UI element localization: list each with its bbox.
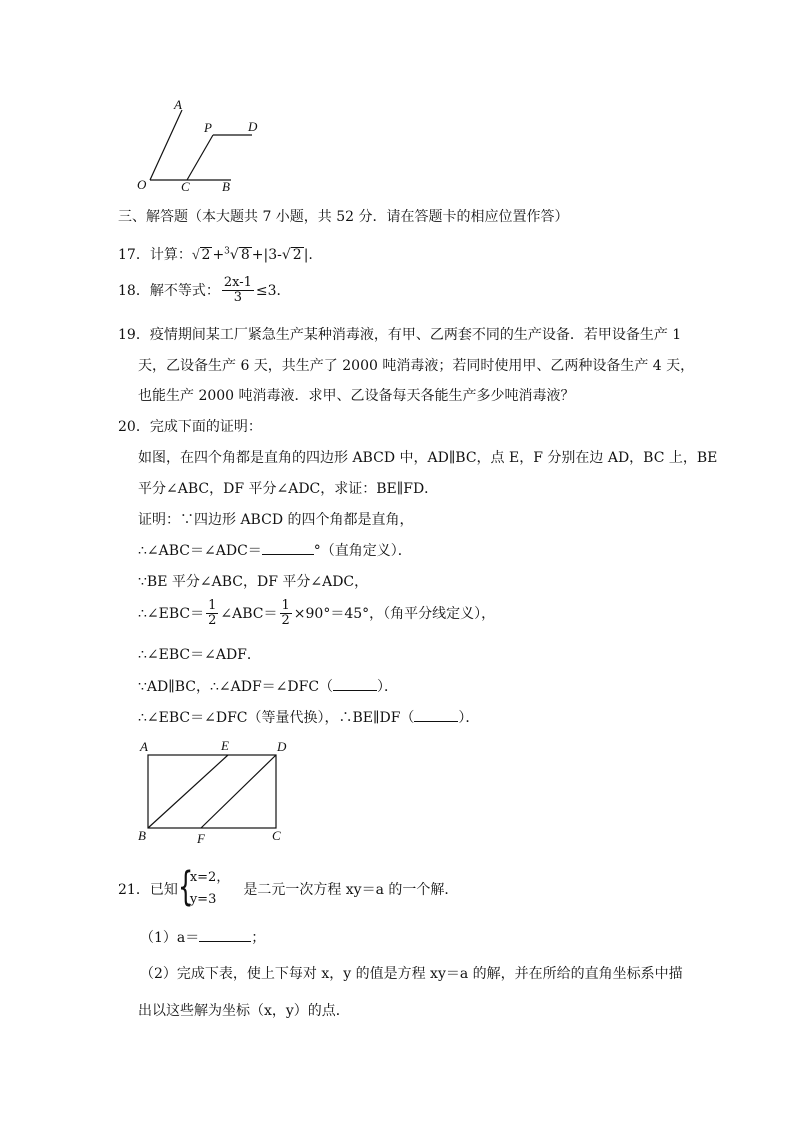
q20-line-9 xyxy=(138,707,479,727)
q18-prefix: 解不等式： xyxy=(149,282,220,299)
question-19-line1 xyxy=(118,324,681,344)
q20-l6-end: ×90°＝45°，（角平分线定义）， xyxy=(293,605,496,622)
label-D: D xyxy=(248,119,258,134)
q20-half-2 xyxy=(280,599,292,629)
rect-label-F: F xyxy=(197,831,205,846)
figure-parallel-lines-svg xyxy=(130,95,270,195)
q21-equation-system xyxy=(177,864,230,911)
q18-numerator: 2x-1 xyxy=(223,275,252,290)
q18-denominator: 3 xyxy=(233,290,242,306)
label-O: O xyxy=(137,177,147,192)
q17-end: |. xyxy=(303,247,313,263)
rect-label-C: C xyxy=(272,828,281,843)
q17-sqrt2b: 2 xyxy=(292,247,302,263)
q21-blank-a[interactable] xyxy=(199,929,251,942)
label-C: C xyxy=(181,179,190,194)
q20-half-1 xyxy=(206,599,218,629)
half-den-1: 2 xyxy=(208,613,217,629)
q18-fraction xyxy=(222,276,254,306)
figure-parallel-lines xyxy=(130,95,270,195)
q20-l8-text: ∵AD∥BC，∴∠ADF＝∠DFC（ xyxy=(138,679,334,695)
figure-rectangle-svg xyxy=(135,738,295,848)
label-A: A xyxy=(174,97,182,112)
q18-rel: ≤3． xyxy=(255,282,291,299)
q17-sqrt2: 2 xyxy=(201,247,211,263)
q19-text-3: 也能生产 2000 吨消毒液．求甲、乙设备每天各能生产多少吨消毒液？ xyxy=(138,388,575,404)
q20-l9-text: ∴∠EBC＝∠DFC（等量代换），∴BE∥DF（ xyxy=(138,710,415,726)
question-20-title xyxy=(118,416,262,436)
q20-l4-text: ∴∠ABC＝∠ADC＝ xyxy=(138,543,262,559)
label-P: P xyxy=(204,120,212,135)
q20-line-1: 如图，在四个角都是直角的四边形 ABCD 中，AD∥BC，点 E，F 分别在边 AD，BC 上，BE xyxy=(138,450,718,466)
q20-blank-reason-2[interactable] xyxy=(414,709,458,722)
q21-pre: 已知 xyxy=(149,882,178,898)
q20-line-7: ∴∠EBC＝∠ADF． xyxy=(138,647,261,663)
q20-l9-tail: ）． xyxy=(458,710,480,726)
q20-line-4 xyxy=(138,540,412,560)
q21-eq1: x=2， xyxy=(189,870,230,885)
question-21 xyxy=(118,865,458,913)
q20-blank-degree[interactable] xyxy=(262,542,314,555)
q20-number: 20． xyxy=(118,419,150,435)
rect-label-D: D xyxy=(277,739,287,754)
q20-line-5: ∵BE 平分∠ABC，DF 平分∠ADC， xyxy=(138,574,369,590)
q21-post: 是二元一次方程 xy＝a 的一个解． xyxy=(243,882,459,898)
q17-cube-radicand: 8 xyxy=(240,247,250,263)
question-18 xyxy=(118,276,291,306)
q21-p1-tail: ； xyxy=(251,930,266,946)
q21-part-2-line2: 出以这些解为坐标（x，y）的点． xyxy=(138,1003,350,1019)
rect-label-E: E xyxy=(221,738,229,753)
q20-line-3: 证明：∵四边形 ABCD 的四个角都是直角， xyxy=(138,512,414,528)
rect-label-A: A xyxy=(140,739,148,754)
q19-number: 19． xyxy=(118,327,150,343)
rect-label-B: B xyxy=(138,828,146,843)
q20-l6-mid: ∠ABC＝ xyxy=(220,605,278,622)
q20-blank-reason-1[interactable] xyxy=(333,678,377,691)
q20-line-2: 平分∠ABC，DF 平分∠ADC，求证：BE∥FD． xyxy=(138,481,439,497)
q20-line-8 xyxy=(138,676,398,696)
q17-prefix: 计算： xyxy=(149,247,192,263)
section-3-heading: 三、解答题（本大题共 7 小题，共 52 分．请在答题卡的相应位置作答） xyxy=(118,209,569,225)
q21-part-1 xyxy=(140,927,265,947)
q21-part-2-line1: （2）完成下表，使上下每对 x，y 的值是方程 xy＝a 的解，并在所给的直角坐标系中描 xyxy=(140,966,683,982)
q17-abs-part: +|3- xyxy=(251,247,282,263)
half-num-2: 1 xyxy=(281,598,290,613)
brace-icon: { xyxy=(177,864,194,910)
question-17: 17．计算：√ 2 +$^3$√ 8 +|3-√ 2 |. xyxy=(118,246,313,263)
q19-text-1: 疫情期间某工厂紧急生产某种消毒液，有甲、乙两套不同的生产设备．若甲设备生产 1 xyxy=(149,327,682,343)
q20-l4-tail: °（直角定义）． xyxy=(313,543,412,559)
q18-number: 18． xyxy=(118,282,150,299)
q20-line-6 xyxy=(138,599,495,629)
q17-cube-index: 3 xyxy=(224,246,230,257)
q20-title: 完成下面的证明： xyxy=(149,419,262,435)
q20-l8-tail: ）． xyxy=(377,679,399,695)
q21-p1-text: （1）a＝ xyxy=(140,930,200,946)
q19-text-2: 天，乙设备生产 6 天，共生产了 2000 吨消毒液；若同时使用甲、乙两种设备生产 4 天， xyxy=(138,358,695,374)
q20-l6-start: ∴∠EBC＝ xyxy=(138,605,205,622)
figure-rectangle xyxy=(135,738,295,848)
q21-eq2: y=3 xyxy=(189,892,217,907)
q21-number: 21． xyxy=(118,882,150,898)
half-num-1: 1 xyxy=(208,598,217,613)
q17-number: 17． xyxy=(118,247,150,263)
label-B: B xyxy=(222,179,230,194)
half-den-2: 2 xyxy=(281,613,290,629)
